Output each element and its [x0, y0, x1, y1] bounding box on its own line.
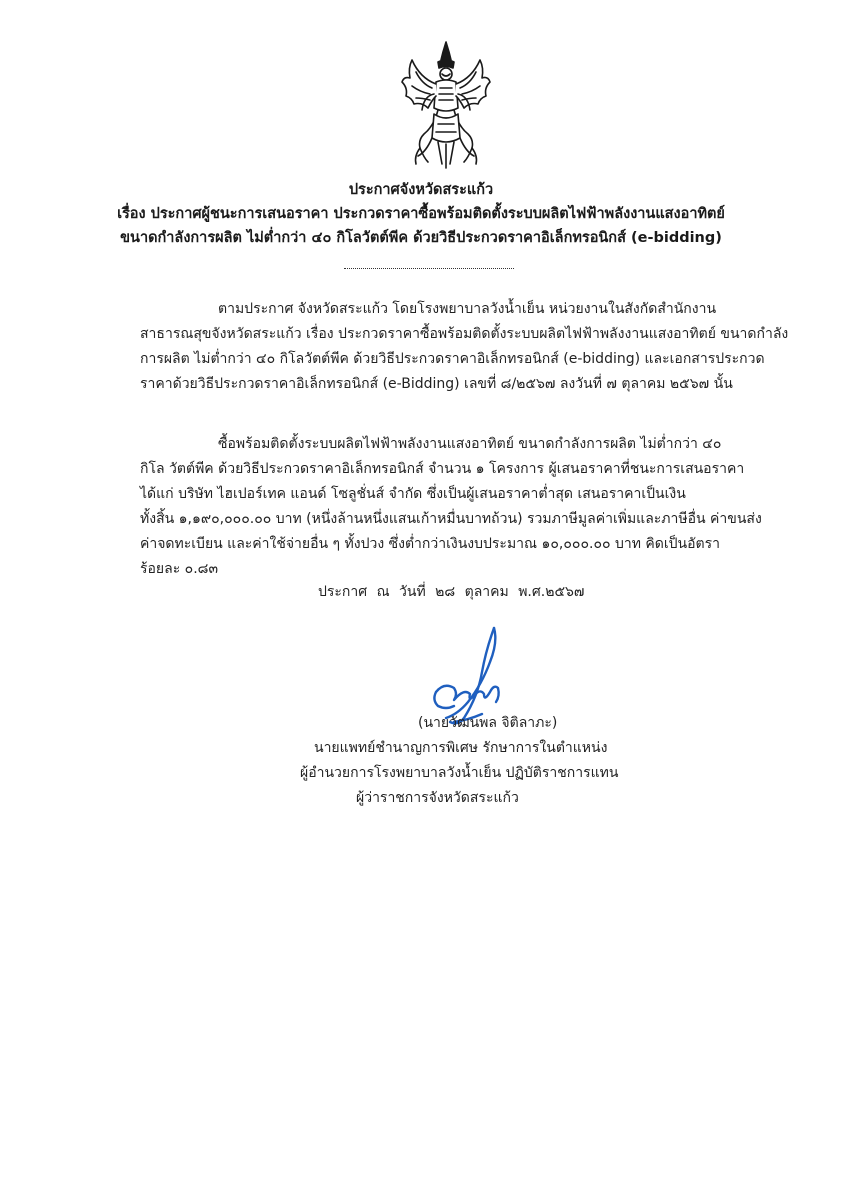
subject-line-2: ขนาดกำลังการผลิต ไม่ต่ำกว่า ๔๐ กิโลวัตต์พีค ด้วยวิธีประกวดราคาอิเล็กทรอนิกส์ (e-bidding) — [120, 230, 722, 246]
signatory-position-1: นายแพทย์ชำนาญการพิเศษ รักษาการในตำแหน่ง — [314, 740, 608, 756]
paragraph-line: กิโล วัตต์พีค ด้วยวิธีประกวดราคาอิเล็กทรอนิกส์ จำนวน ๑ โครงการ ผู้เสนอราคาที่ชนะการเสนอราคา — [140, 461, 745, 477]
dotted-separator — [344, 268, 514, 269]
paragraph-reference — [140, 297, 789, 397]
paragraph-line: การผลิต ไม่ต่ำกว่า ๔๐ กิโลวัตต์พีค ด้วยวิธีประกวดราคาอิเล็กทรอนิกส์ (e-bidding) และเอกสารประกวด — [140, 351, 765, 367]
announcement-date: ประกาศ ณ วันที่ ๒๘ ตุลาคม พ.ศ.๒๕๖๗ — [318, 584, 585, 600]
paragraph-line: ค่าจดทะเบียน และค่าใช้จ่ายอื่น ๆ ทั้งปวง ซึ่งต่ำกว่าเงินงบประมาณ ๑๐,๐๐๐.๐๐ บาท คิดเป็นอัตรา — [140, 536, 720, 552]
paragraph-line: สาธารณสุขจังหวัดสระแก้ว เรื่อง ประกวดราคาซื้อพร้อมติดตั้งระบบผลิตไฟฟ้าพลังงานแสงอาทิตย์ ขนาดกำลัง — [140, 326, 789, 342]
signatory-position-3: ผู้ว่าราชการจังหวัดสระแก้ว — [356, 790, 519, 806]
paragraph-line: ราคาด้วยวิธีประกวดราคาอิเล็กทรอนิกส์ (e-Bidding) เลขที่ ๘/๒๕๖๗ ลงวันที่ ๗ ตุลาคม ๒๕๖๗ นั้น — [140, 376, 733, 392]
signatory-name: (นายวัฒนพล จิติลาภะ) — [418, 715, 558, 731]
garuda-emblem-icon — [398, 38, 494, 174]
subject-line-1: เรื่อง ประกาศผู้ชนะการเสนอราคา ประกวดราคาซื้อพร้อมติดตั้งระบบผลิตไฟฟ้าพลังงานแสงอาทิตย์ — [117, 206, 725, 222]
paragraph-line: ตามประกาศ จังหวัดสระแก้ว โดยโรงพยาบาลวังน้ำเย็น หน่วยงานในสังกัดสำนักงาน — [218, 301, 717, 317]
document-title: ประกาศจังหวัดสระแก้ว — [348, 182, 494, 198]
paragraph-line: ร้อยละ ๐.๘๓ — [140, 561, 219, 577]
paragraph-line: ทั้งสิ้น ๑,๑๙๐,๐๐๐.๐๐ บาท (หนึ่งล้านหนึ่งแสนเก้าหมื่นบาทถ้วน) รวมภาษีมูลค่าเพิ่มและภาษีอื่น ค่าขนส่ง — [140, 511, 762, 527]
signatory-position-2: ผู้อำนวยการโรงพยาบาลวังน้ำเย็น ปฏิบัติราชการแทน — [300, 765, 619, 781]
paragraph-line: ได้แก่ บริษัท ไฮเปอร์เทค แอนด์ โซลูชั่นส์ จำกัด ซึ่งเป็นผู้เสนอราคาต่ำสุด เสนอราคาเป็นเงิน — [140, 486, 686, 502]
paragraph-winner — [140, 432, 780, 582]
paragraph-line: ซื้อพร้อมติดตั้งระบบผลิตไฟฟ้าพลังงานแสงอาทิตย์ ขนาดกำลังการผลิต ไม่ต่ำกว่า ๔๐ — [218, 436, 722, 452]
